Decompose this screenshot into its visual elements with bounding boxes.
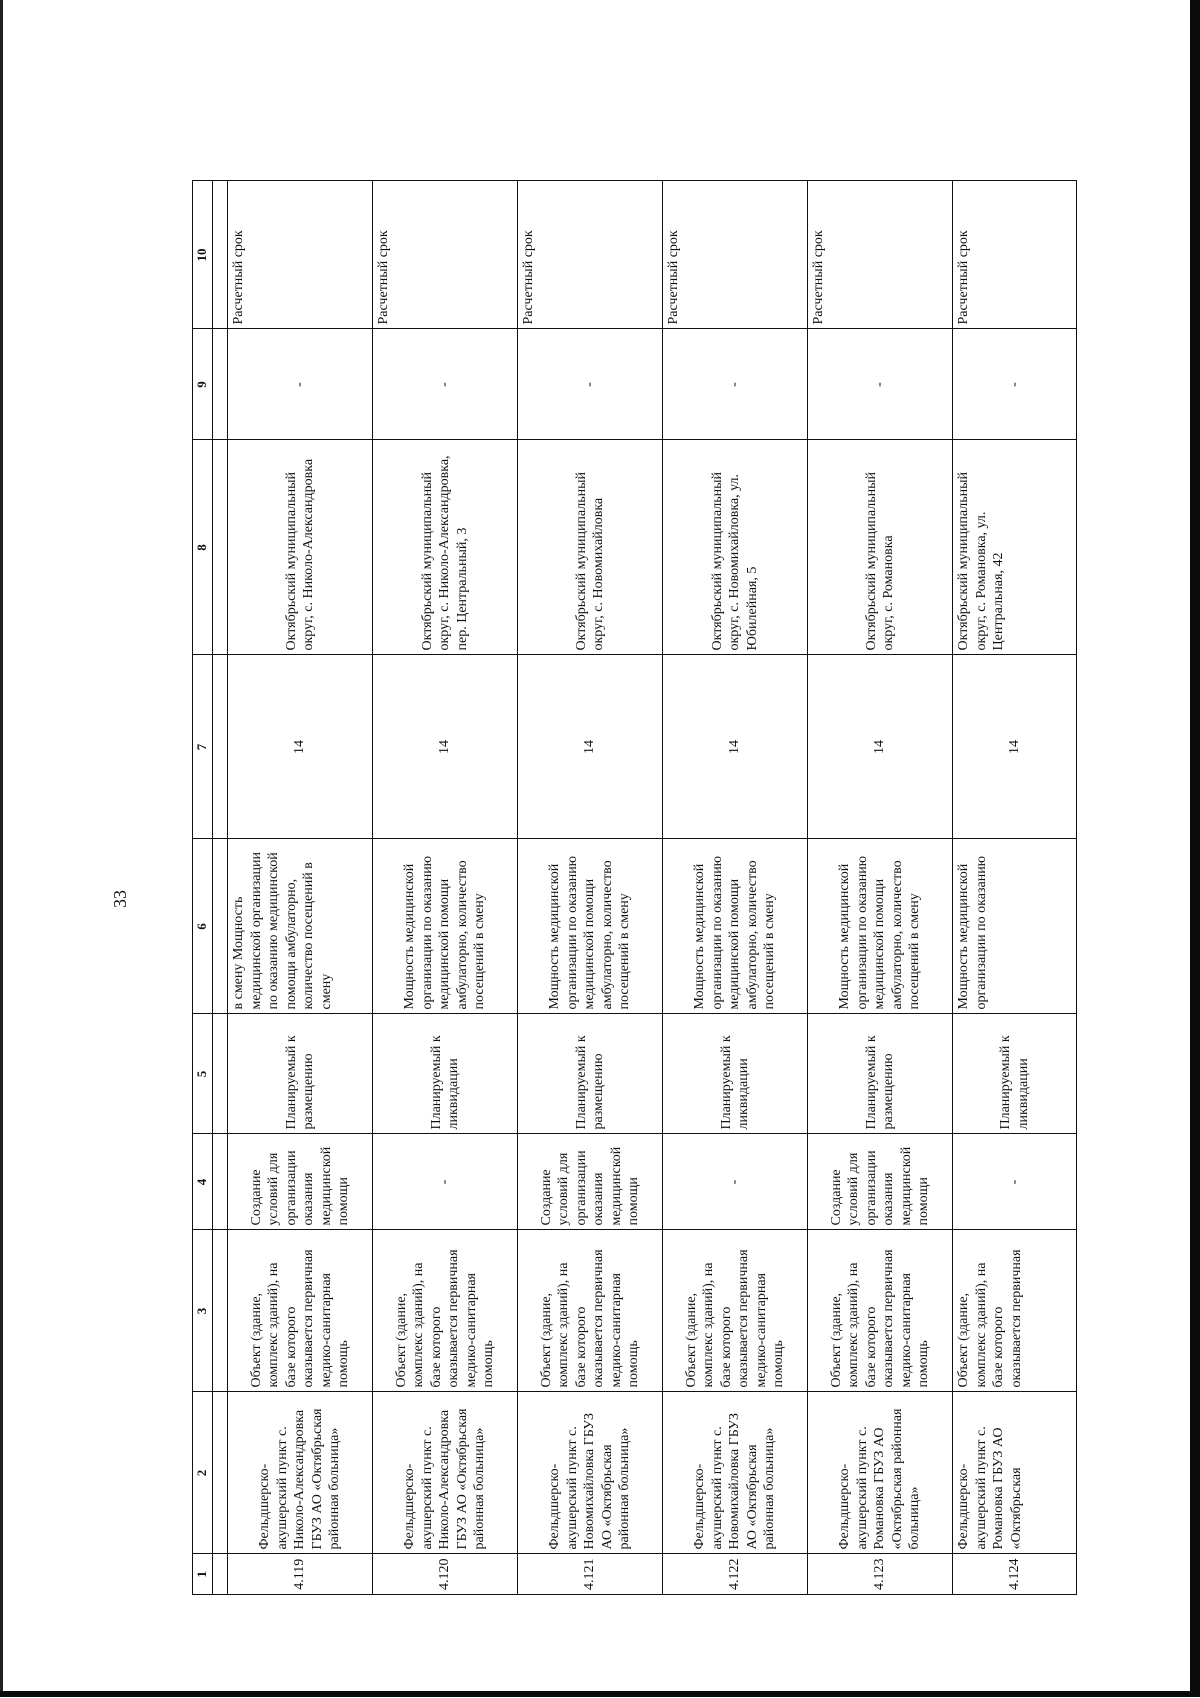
object-type-cell: Объект (здание, комплекс зданий), на базе которого оказывается первичная медико-санитарная помощь (663, 1230, 808, 1392)
term-cell: Расчетный срок (953, 181, 1077, 329)
characteristic-cell: Мощность медицинской организации по оказанию медицинской помощи амбулаторно, количество посещений в смену (373, 839, 518, 1014)
value-cell: 14 (228, 655, 373, 839)
characteristic-cell: Мощность медицинской организации по оказанию медицинской помощи амбулаторно, количество посещений в смену (808, 839, 953, 1014)
column-number: 8 (193, 440, 213, 655)
characteristic-cell: в смену Мощность медицинской организации по оказанию медицинской помощи амбулаторно, количество посещений в смену (228, 839, 373, 1014)
location-cell: Октябрьский муниципальный округ, с. Николо-Александровка, пер. Центральный, 3 (373, 440, 518, 655)
location-cell: Октябрьский муниципальный округ, с. Новомихайловка, ул. Юбилейная, 5 (663, 440, 808, 655)
facility-name-cell: Фельдшерско-акушерский пункт с. Николо-Александровка ГБУЗ АО «Октябрьская районная больница» (373, 1392, 518, 1554)
zone-cell: - (953, 329, 1077, 440)
status-cell: Планируемый к размещению (518, 1014, 663, 1134)
purpose-cell: - (663, 1134, 808, 1230)
row-number-cell: 4.120 (373, 1554, 518, 1595)
location-cell: Октябрьский муниципальный округ, с. Романовка (808, 440, 953, 655)
rotated-landscape-content (40, 100, 1105, 1698)
header-spacer-row (213, 181, 228, 1595)
table-row (663, 181, 808, 1595)
column-number: 6 (193, 839, 213, 1014)
location-cell: Октябрьский муниципальный округ, с. Николо-Александровка (228, 440, 373, 655)
column-number: 3 (193, 1230, 213, 1392)
purpose-cell: - (373, 1134, 518, 1230)
object-type-cell: Объект (здание, комплекс зданий), на базе которого оказывается первичная медико-санитарная помощь (228, 1230, 373, 1392)
column-number: 7 (193, 655, 213, 839)
term-cell: Расчетный срок (663, 181, 808, 329)
facility-name-cell: Фельдшерско-акушерский пункт с. Новомихайловка ГБУЗ АО «Октябрьская районная больница» (518, 1392, 663, 1554)
facility-name-cell: Фельдшерско-акушерский пункт с. Новомихайловка ГБУЗ АО «Октябрьская районная больница» (663, 1392, 808, 1554)
purpose-cell: - (953, 1134, 1077, 1230)
value-cell: 14 (373, 655, 518, 839)
location-cell: Октябрьский муниципальный округ, с. Романовка, ул. Центральная, 42 (953, 440, 1077, 655)
column-number: 2 (193, 1392, 213, 1554)
scan-edge-left (0, 0, 3, 1697)
purpose-cell: Создание условий для организации оказания медицинской помощи (518, 1134, 663, 1230)
zone-cell: - (808, 329, 953, 440)
characteristic-cell: Мощность медицинской организации по оказанию медицинской помощи амбулаторно, количество посещений в смену (518, 839, 663, 1014)
term-cell: Расчетный срок (518, 181, 663, 329)
table-row (518, 181, 663, 1595)
table-row (953, 181, 1077, 1595)
object-type-cell: Объект (здание, комплекс зданий), на базе которого оказывается первичная медико-санитарная помощь (808, 1230, 953, 1392)
row-number-cell: 4.123 (808, 1554, 953, 1595)
table-row (228, 181, 373, 1595)
table-row (808, 181, 953, 1595)
column-number: 4 (193, 1134, 213, 1230)
row-number-cell: 4.121 (518, 1554, 663, 1595)
facility-name-cell: Фельдшерско-акушерский пункт с. Романовка ГБУЗ АО «Октябрьская (953, 1392, 1077, 1554)
characteristic-cell: Мощность медицинской организации по оказанию (953, 839, 1077, 1014)
status-cell: Планируемый к ликвидации (953, 1014, 1077, 1134)
status-cell: Планируемый к размещению (808, 1014, 953, 1134)
column-number: 9 (193, 329, 213, 440)
value-cell: 14 (808, 655, 953, 839)
object-type-cell: Объект (здание, комплекс зданий), на базе которого оказывается первичная медико-санитарная помощь (373, 1230, 518, 1392)
term-cell: Расчетный срок (373, 181, 518, 329)
purpose-cell: Создание условий для организации оказания медицинской помощи (228, 1134, 373, 1230)
table-row (373, 181, 518, 1595)
object-type-cell: Объект (здание, комплекс зданий), на базе которого оказывается первичная медико-санитарная помощь (518, 1230, 663, 1392)
object-type-cell: Объект (здание, комплекс зданий), на базе которого оказывается первичная (953, 1230, 1077, 1392)
facility-name-cell: Фельдшерско-акушерский пункт с. Романовка ГБУЗ АО «Октябрьская районная больница» (808, 1392, 953, 1554)
zone-cell: - (373, 329, 518, 440)
zone-cell: - (518, 329, 663, 440)
row-number-cell: 4.122 (663, 1554, 808, 1595)
column-number: 1 (193, 1554, 213, 1595)
objects-table (192, 181, 1077, 1596)
status-cell: Планируемый к размещению (228, 1014, 373, 1134)
column-number: 5 (193, 1014, 213, 1134)
row-number-cell: 4.119 (228, 1554, 373, 1595)
value-cell: 14 (953, 655, 1077, 839)
column-number: 10 (193, 181, 213, 329)
value-cell: 14 (663, 655, 808, 839)
characteristic-cell: Мощность медицинской организации по оказанию медицинской помощи амбулаторно, количество посещений в смену (663, 839, 808, 1014)
scan-edge-right (1190, 0, 1200, 1697)
term-cell: Расчетный срок (808, 181, 953, 329)
status-cell: Планируемый к ликвидации (663, 1014, 808, 1134)
purpose-cell: Создание условий для организации оказания медицинской помощи (808, 1134, 953, 1230)
row-number-cell: 4.124 (953, 1554, 1077, 1595)
zone-cell: - (228, 329, 373, 440)
location-cell: Октябрьский муниципальный округ, с. Новомихайловка (518, 440, 663, 655)
term-cell: Расчетный срок (228, 181, 373, 329)
zone-cell: - (663, 329, 808, 440)
value-cell: 14 (518, 655, 663, 839)
column-number-header-row (193, 181, 213, 1595)
facility-name-cell: Фельдшерско-акушерский пункт с. Николо-Александровка ГБУЗ АО «Октябрьская районная больница» (228, 1392, 373, 1554)
page-number: 33 (110, 890, 130, 908)
status-cell: Планируемый к ликвидации (373, 1014, 518, 1134)
